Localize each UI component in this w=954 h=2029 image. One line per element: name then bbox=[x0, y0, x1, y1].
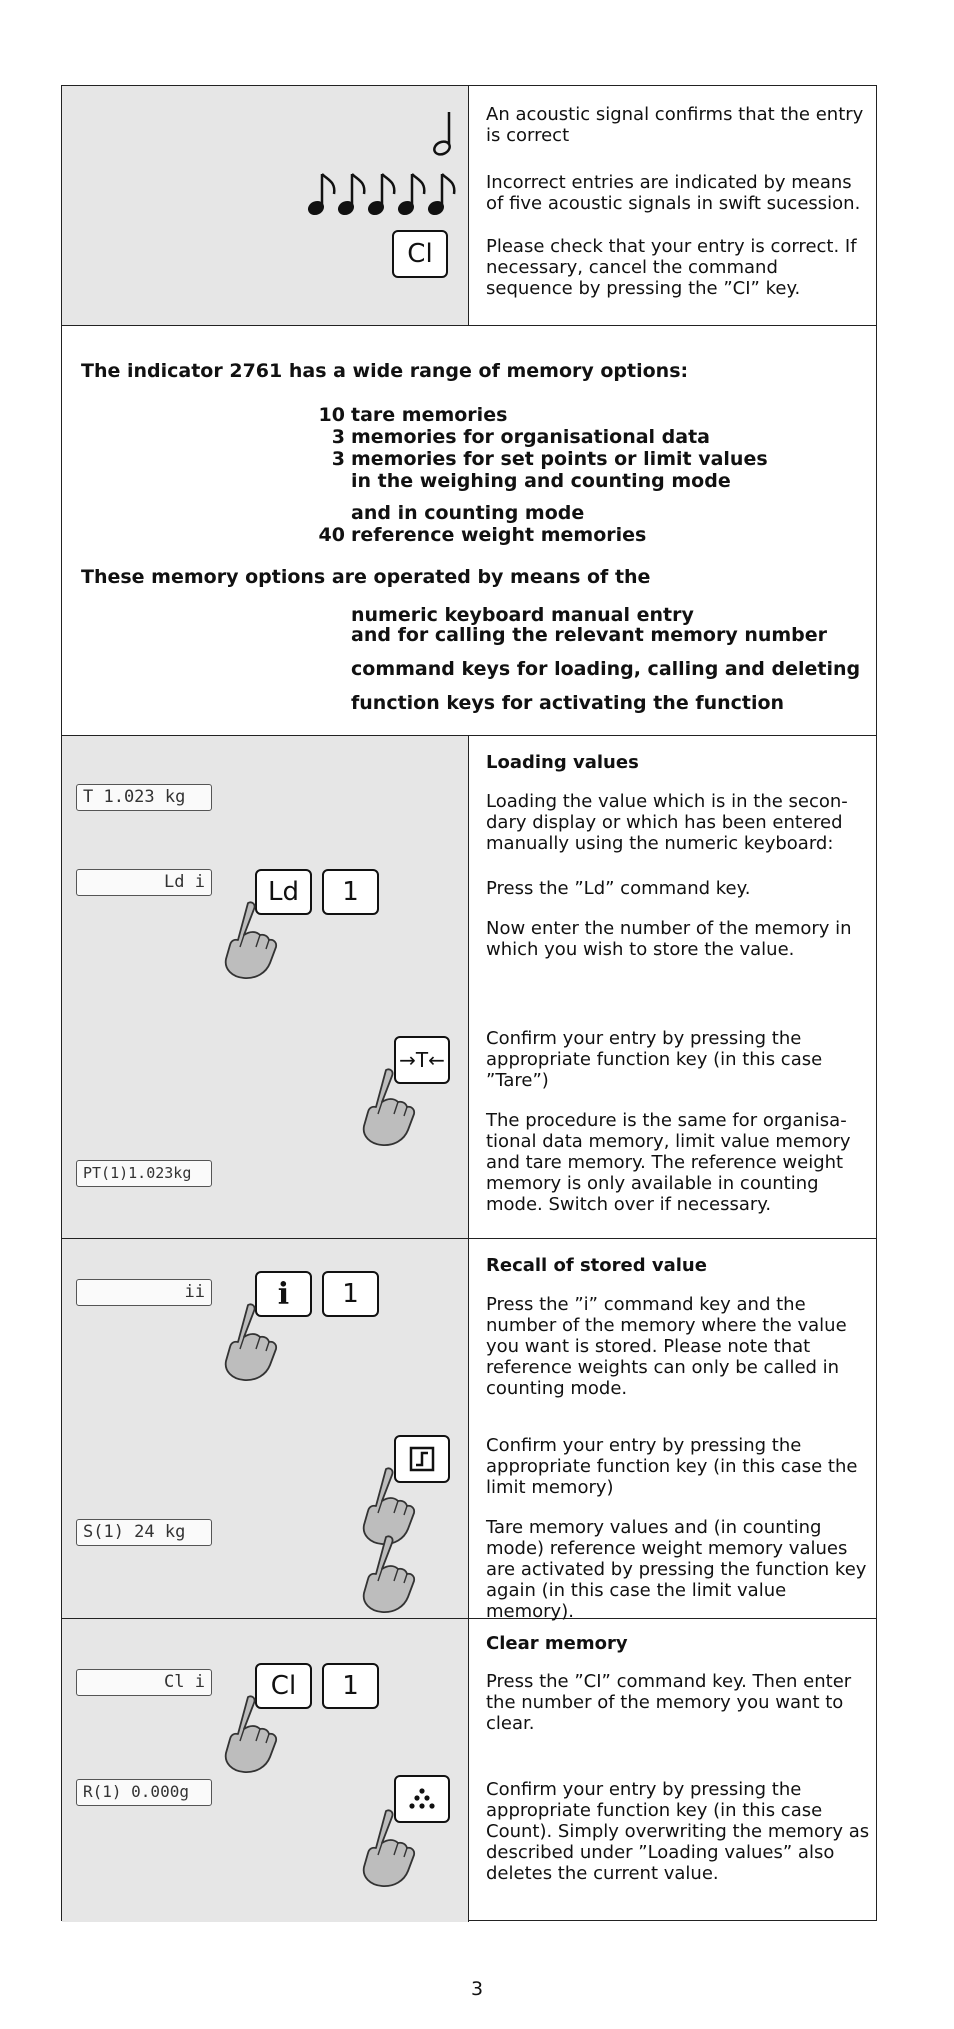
clear-title: Clear memory bbox=[486, 1633, 628, 1654]
number-1-key[interactable]: 1 bbox=[322, 1271, 379, 1317]
memory-item: and in counting mode bbox=[351, 502, 585, 524]
pointing-hand-icon bbox=[352, 1535, 422, 1615]
loading-step-5: The procedure is the same for organisa-tional data memory, limit value memory and tare memory. The reference weight memory is only available in counting mode. Switch over if necessary. bbox=[486, 1110, 851, 1215]
section-clear-memory bbox=[62, 1619, 876, 1922]
number-1-key[interactable]: 1 bbox=[322, 869, 379, 915]
means-line: numeric keyboard manual entry bbox=[351, 604, 694, 626]
section-memory-options bbox=[62, 326, 876, 736]
loading-step-2: Press the ”Ld” command key. bbox=[486, 878, 751, 899]
memory-item: 10 tare memories bbox=[318, 404, 508, 426]
eighth-notes-icon bbox=[306, 168, 462, 218]
loading-step-3: Now enter the number of the memory in which you wish to store the value. bbox=[486, 918, 852, 960]
means-line: and for calling the relevant memory number bbox=[351, 624, 828, 646]
means-line: function keys for activating the function bbox=[351, 692, 785, 714]
clear-display-lcd: Cl i bbox=[76, 1669, 212, 1696]
ci-key[interactable]: Cl bbox=[255, 1663, 312, 1709]
recall-step-3: Tare memory values and (in counting mode) reference weight memory values are activated by pressing the function key again (in this case the limit value memory). bbox=[486, 1517, 867, 1622]
recall-step-1: Press the ”i” command key and the number of the memory where the value you want is stored. Please note that reference weights can only be called in counting mode. bbox=[486, 1294, 847, 1399]
recall-text-panel bbox=[470, 1239, 876, 1622]
command-display-lcd: Ld i bbox=[76, 869, 212, 896]
loading-step-1: Loading the value which is in the secon-dary display or which has been entered manually using the numeric keyboard: bbox=[486, 791, 848, 854]
recall-title: Recall of stored value bbox=[486, 1255, 707, 1276]
signals-text-panel bbox=[470, 86, 876, 325]
clear-step-1: Press the ”CI” command key. Then enter the number of the memory you want to clear. bbox=[486, 1671, 852, 1734]
secondary-display-lcd: T 1.023 kg bbox=[76, 784, 212, 811]
pointing-hand-icon bbox=[352, 1068, 422, 1148]
signal-check-text: Please check that your entry is correct. If necessary, cancel the command sequence by pressing the ”CI” key. bbox=[486, 236, 857, 299]
number-1-key[interactable]: 1 bbox=[322, 1663, 379, 1709]
memory-intro: The indicator 2761 has a wide range of memory options: bbox=[81, 360, 689, 382]
pointing-hand-icon bbox=[352, 1809, 422, 1889]
memory-item: 40 reference weight memories bbox=[318, 524, 647, 546]
loading-illustration-panel bbox=[62, 736, 469, 1238]
manual-page-frame bbox=[61, 85, 877, 1921]
section-loading-values bbox=[62, 736, 876, 1239]
loading-text-panel bbox=[470, 736, 876, 1238]
recall-result-lcd: S(1) 24 kg bbox=[76, 1519, 212, 1546]
section-recall-value bbox=[62, 1239, 876, 1622]
section-acoustic-signals bbox=[62, 86, 876, 326]
loading-step-4: Confirm your entry by pressing the appropriate function key (in this case ”Tare”) bbox=[486, 1028, 823, 1091]
memory-item: 3 memories for organisational data bbox=[331, 426, 710, 448]
recall-display-lcd: ii bbox=[76, 1279, 212, 1306]
signal-error-text: Incorrect entries are indicated by means of five acoustic signals in swift sucession. bbox=[486, 172, 861, 214]
clear-step-2: Confirm your entry by pressing the appropriate function key (in this case Count). Simply overwriting the memory as described under ”Loading values” also deletes the current value. bbox=[486, 1779, 870, 1884]
i-key[interactable]: i bbox=[255, 1271, 312, 1317]
half-note-icon bbox=[430, 108, 460, 158]
pointing-hand-icon bbox=[214, 901, 284, 981]
loading-title: Loading values bbox=[486, 752, 639, 773]
tare-function-key[interactable]: →T← bbox=[394, 1036, 450, 1084]
clear-text-panel bbox=[470, 1619, 876, 1922]
ld-key[interactable]: Ld bbox=[255, 869, 312, 915]
clear-result-lcd: R(1) 0.000g bbox=[76, 1779, 212, 1806]
memory-item: 3 memories for set points or limit values bbox=[331, 448, 768, 470]
result-display-lcd: PT(1)1.023kg bbox=[76, 1160, 212, 1187]
memory-item: in the weighing and counting mode bbox=[351, 470, 731, 492]
memory-operated-text: These memory options are operated by means of the bbox=[81, 566, 651, 588]
recall-illustration-panel bbox=[62, 1239, 469, 1618]
recall-step-2: Confirm your entry by pressing the appropriate function key (in this case the limit memory) bbox=[486, 1435, 858, 1498]
pointing-hand-icon bbox=[214, 1695, 284, 1775]
signals-illustration-panel bbox=[62, 86, 469, 325]
pointing-hand-icon bbox=[214, 1303, 284, 1383]
means-line: command keys for loading, calling and deleting bbox=[351, 658, 861, 680]
memory-list bbox=[305, 404, 768, 546]
clear-illustration-panel bbox=[62, 1619, 469, 1922]
page-number: 3 bbox=[470, 1978, 484, 2000]
ci-key[interactable]: Cl bbox=[392, 230, 448, 278]
signal-ok-text: An acoustic signal confirms that the entry is correct bbox=[486, 104, 864, 146]
